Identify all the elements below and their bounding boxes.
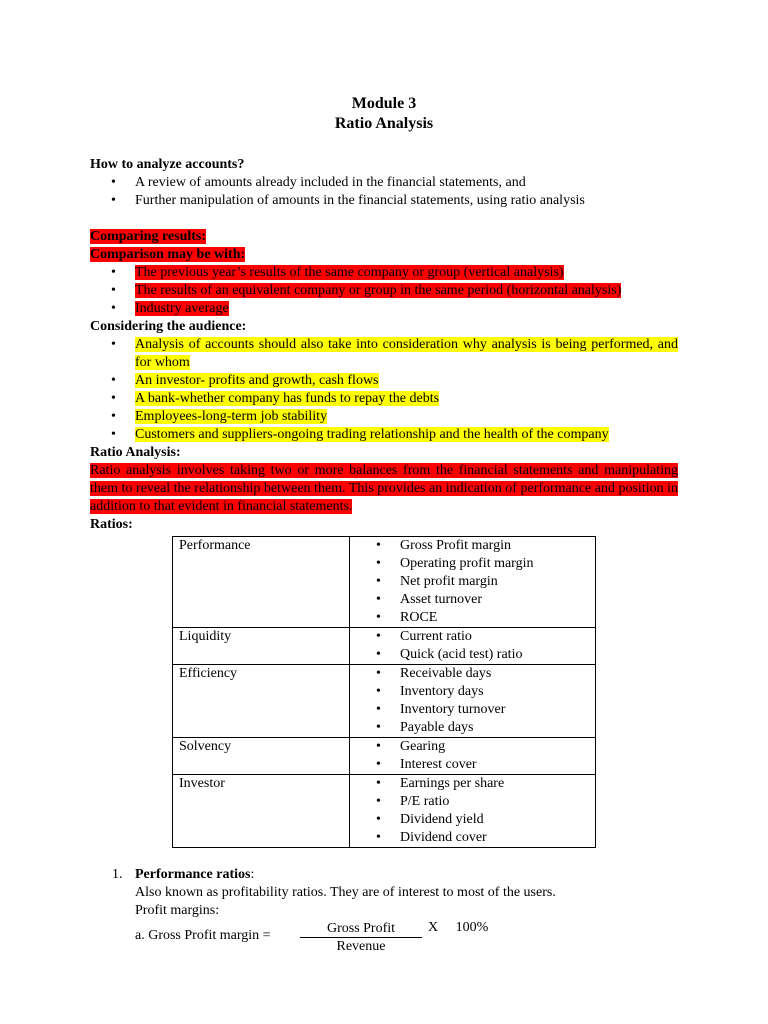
list-item: • Gearing: [350, 738, 595, 756]
list-item: • Employees-long-term job stability: [90, 408, 678, 426]
gross-profit-formula: [90, 920, 678, 956]
list-item: • A bank-whether company has funds to repay the debts: [90, 390, 678, 408]
category-cell: Performance: [173, 537, 350, 628]
list-item: • ROCE: [350, 609, 595, 627]
list-item: • Interest cover: [350, 756, 595, 774]
performance-section: 1. Performance ratios:: [112, 867, 255, 882]
section-number: 1.: [112, 867, 123, 882]
list-item: • Current ratio: [350, 628, 595, 646]
category-cell: Solvency: [173, 738, 350, 775]
category-cell: Liquidity: [173, 628, 350, 665]
profit-margins-label: Profit margins:: [135, 903, 220, 918]
fraction: [300, 920, 422, 956]
list-item: • Further manipulation of amounts in the financial statements, using ratio analysis: [90, 192, 678, 210]
list-item: • A review of amounts already included in the financial statements, and: [90, 174, 678, 192]
comparing-heading: Comparing results:: [90, 229, 207, 244]
list-item: • Payable days: [350, 719, 595, 737]
list-item: • Analysis of accounts should also take into consideration why analysis is being performed, and for whom: [90, 336, 678, 372]
denominator: Revenue: [336, 939, 386, 954]
how-list: [90, 174, 678, 210]
how-heading: How to analyze accounts?: [90, 157, 245, 172]
multiplier: X 100%: [428, 920, 489, 935]
performance-heading: Performance ratios: [135, 867, 251, 882]
formula-label: a. Gross Profit margin =: [135, 928, 271, 943]
category-cell: Efficiency: [173, 665, 350, 738]
list-item: • P/E ratio: [350, 793, 595, 811]
ratios-table: [172, 536, 596, 848]
list-item: • Inventory turnover: [350, 701, 595, 719]
list-item: • The results of an equivalent company or group in the same period (horizontal analysis): [90, 282, 678, 300]
performance-description: Also known as profitability ratios. They are of interest to most of the users.: [135, 885, 556, 900]
list-item: • Net profit margin: [350, 573, 595, 591]
module-title: Module 3: [351, 95, 417, 112]
comparison-list: [90, 264, 678, 318]
audience-heading: Considering the audience:: [90, 319, 247, 334]
ratios-heading: Ratios:: [90, 517, 133, 532]
category-cell: Investor: [173, 775, 350, 848]
table-row: [173, 775, 596, 848]
list-item: • Dividend yield: [350, 811, 595, 829]
ratio-analysis-heading: Ratio Analysis:: [90, 445, 181, 460]
document-title: Ratio Analysis: [334, 115, 434, 132]
document-page: [90, 94, 678, 956]
table-row: [173, 537, 596, 628]
list-item: • Customers and suppliers-ongoing trading relationship and the health of the company: [90, 426, 678, 444]
list-item: • Asset turnover: [350, 591, 595, 609]
list-item: • Quick (acid test) ratio: [350, 646, 595, 664]
audience-list: [90, 336, 678, 444]
list-item: • Industry average: [90, 300, 678, 318]
list-item: • Earnings per share: [350, 775, 595, 793]
table-row: [173, 628, 596, 665]
list-item: • Dividend cover: [350, 829, 595, 847]
list-item: • Gross Profit margin: [350, 537, 595, 555]
list-item: • Receivable days: [350, 665, 595, 683]
list-item: • Operating profit margin: [350, 555, 595, 573]
ratio-analysis-text: Ratio analysis involves taking two or more balances from the financial statements and manipulating them to reveal the relationship between them. This provides an indication of performance and position in addition to that evident in financial statements.: [90, 463, 678, 514]
list-item: • An investor- profits and growth, cash flows: [90, 372, 678, 390]
table-row: [173, 738, 596, 775]
list-item: • Inventory days: [350, 683, 595, 701]
list-item: • The previous year’s results of the same company or group (vertical analysis): [90, 264, 678, 282]
table-row: [173, 665, 596, 738]
numerator: Gross Profit: [300, 920, 422, 938]
comparison-subheading: Comparison may be with:: [90, 247, 246, 262]
